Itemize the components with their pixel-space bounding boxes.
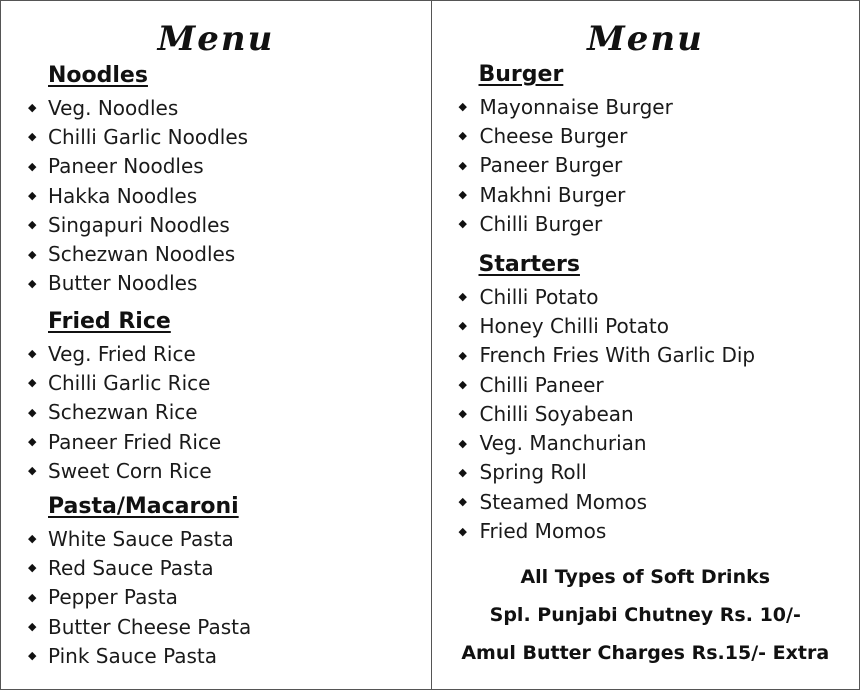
list-item [432, 311, 860, 340]
list-item [432, 516, 860, 545]
diamond-bullet-icon: ◆ [458, 158, 467, 172]
section-heading: Fried Rice [48, 309, 171, 334]
section-heading: Noodles [48, 63, 148, 88]
item-label: Honey Chilli Potato [479, 313, 669, 338]
diamond-bullet-icon: ◆ [28, 435, 37, 449]
item-label: Cheese Burger [479, 123, 628, 148]
item-label: Pink Sauce Pasta [48, 643, 218, 668]
diamond-bullet-icon: ◆ [28, 218, 37, 232]
list-item [1, 398, 431, 427]
item-label: Paneer Fried Rice [48, 429, 222, 454]
note-butter-charges: Amul Butter Charges Rs.15/- Extra [461, 642, 830, 664]
section-pasta-macaroni [1, 492, 431, 670]
list-item [1, 524, 431, 553]
list-item [432, 370, 860, 399]
diamond-bullet-icon: ◆ [28, 101, 37, 115]
item-label: Spring Roll [479, 460, 587, 485]
diamond-bullet-icon: ◆ [28, 159, 37, 173]
diamond-bullet-icon: ◆ [28, 620, 37, 634]
item-label: Singapuri Noodles [48, 212, 230, 237]
diamond-bullet-icon: ◆ [28, 532, 37, 546]
diamond-bullet-icon: ◆ [28, 590, 37, 604]
item-label: Chilli Burger [479, 211, 603, 236]
section-heading: Burger [478, 62, 564, 87]
list-item [432, 121, 860, 150]
item-label: Chilli Soyabean [479, 401, 634, 426]
diamond-bullet-icon: ◆ [28, 464, 37, 478]
list-item [1, 181, 431, 210]
section-noodles [1, 61, 431, 298]
list-item [432, 209, 860, 238]
list-item [1, 553, 431, 582]
section-starters [432, 250, 860, 546]
item-label: Fried Momos [479, 519, 607, 544]
item-label: Paneer Noodles [48, 154, 204, 179]
item-label: Chilli Potato [479, 284, 599, 309]
menu-column-right [432, 1, 860, 689]
item-label: Veg. Noodles [48, 95, 179, 120]
list-item [432, 180, 860, 209]
diamond-bullet-icon: ◆ [28, 376, 37, 390]
diamond-bullet-icon: ◆ [28, 649, 37, 663]
diamond-bullet-icon: ◆ [458, 407, 467, 421]
item-label: French Fries With Garlic Dip [479, 343, 756, 368]
list-item [432, 487, 860, 516]
diamond-bullet-icon: ◆ [28, 276, 37, 290]
item-label: Steamed Momos [479, 489, 648, 514]
list-item [432, 92, 860, 121]
list-item [432, 458, 860, 487]
note-soft-drinks: All Types of Soft Drinks [520, 566, 771, 588]
diamond-bullet-icon: ◆ [458, 319, 467, 333]
diamond-bullet-icon: ◆ [458, 524, 467, 538]
diamond-bullet-icon: ◆ [458, 465, 467, 479]
menu-title: Menu [157, 19, 275, 59]
item-label: Schezwan Noodles [48, 242, 236, 267]
list-item [1, 152, 431, 181]
item-label: Mayonnaise Burger [479, 94, 673, 119]
item-list [1, 339, 431, 485]
list-item [1, 612, 431, 641]
item-label: Chilli Garlic Noodles [48, 124, 249, 149]
item-label: Red Sauce Pasta [48, 555, 214, 580]
list-item [1, 269, 431, 298]
diamond-bullet-icon: ◆ [28, 561, 37, 575]
item-list [1, 524, 431, 670]
diamond-bullet-icon: ◆ [28, 347, 37, 361]
list-item [432, 428, 860, 457]
list-item [1, 641, 431, 670]
item-label: Schezwan Rice [48, 400, 198, 425]
list-item [1, 583, 431, 612]
list-item [1, 456, 431, 485]
item-list [432, 282, 860, 546]
menu-column-left [1, 1, 432, 689]
diamond-bullet-icon: ◆ [458, 188, 467, 202]
item-label: Veg. Fried Rice [48, 341, 196, 366]
list-item [1, 210, 431, 239]
item-label: Pepper Pasta [48, 585, 178, 610]
list-item [432, 399, 860, 428]
diamond-bullet-icon: ◆ [28, 130, 37, 144]
section-heading: Pasta/Macaroni [48, 494, 239, 519]
diamond-bullet-icon: ◆ [458, 217, 467, 231]
notes-block [432, 558, 860, 672]
item-label: Chilli Garlic Rice [48, 370, 211, 395]
item-label: Makhni Burger [479, 182, 626, 207]
item-label: Butter Noodles [48, 271, 198, 296]
list-item [432, 282, 860, 311]
section-heading: Starters [478, 252, 580, 277]
item-label: White Sauce Pasta [48, 526, 234, 551]
item-label: Butter Cheese Pasta [48, 614, 252, 639]
list-item [1, 368, 431, 397]
list-item [432, 341, 860, 370]
item-list [1, 93, 431, 298]
diamond-bullet-icon: ◆ [28, 247, 37, 261]
list-item [1, 239, 431, 268]
diamond-bullet-icon: ◆ [458, 495, 467, 509]
item-label: Paneer Burger [479, 153, 623, 178]
list-item [1, 122, 431, 151]
diamond-bullet-icon: ◆ [28, 405, 37, 419]
item-label: Chilli Paneer [479, 372, 604, 397]
section-fried-rice [1, 307, 431, 485]
diamond-bullet-icon: ◆ [458, 290, 467, 304]
diamond-bullet-icon: ◆ [458, 100, 467, 114]
note-chutney-price: Spl. Punjabi Chutney Rs. 10/- [489, 604, 801, 626]
list-item [1, 339, 431, 368]
diamond-bullet-icon: ◆ [458, 436, 467, 450]
list-item [1, 427, 431, 456]
diamond-bullet-icon: ◆ [458, 378, 467, 392]
diamond-bullet-icon: ◆ [458, 129, 467, 143]
item-label: Sweet Corn Rice [48, 458, 212, 483]
diamond-bullet-icon: ◆ [28, 189, 37, 203]
item-label: Veg. Manchurian [479, 431, 647, 456]
section-burger [432, 60, 860, 238]
menu-title: Menu [587, 19, 704, 59]
list-item [432, 151, 860, 180]
item-list [432, 92, 860, 238]
item-label: Hakka Noodles [48, 183, 198, 208]
list-item [1, 93, 431, 122]
diamond-bullet-icon: ◆ [458, 348, 467, 362]
